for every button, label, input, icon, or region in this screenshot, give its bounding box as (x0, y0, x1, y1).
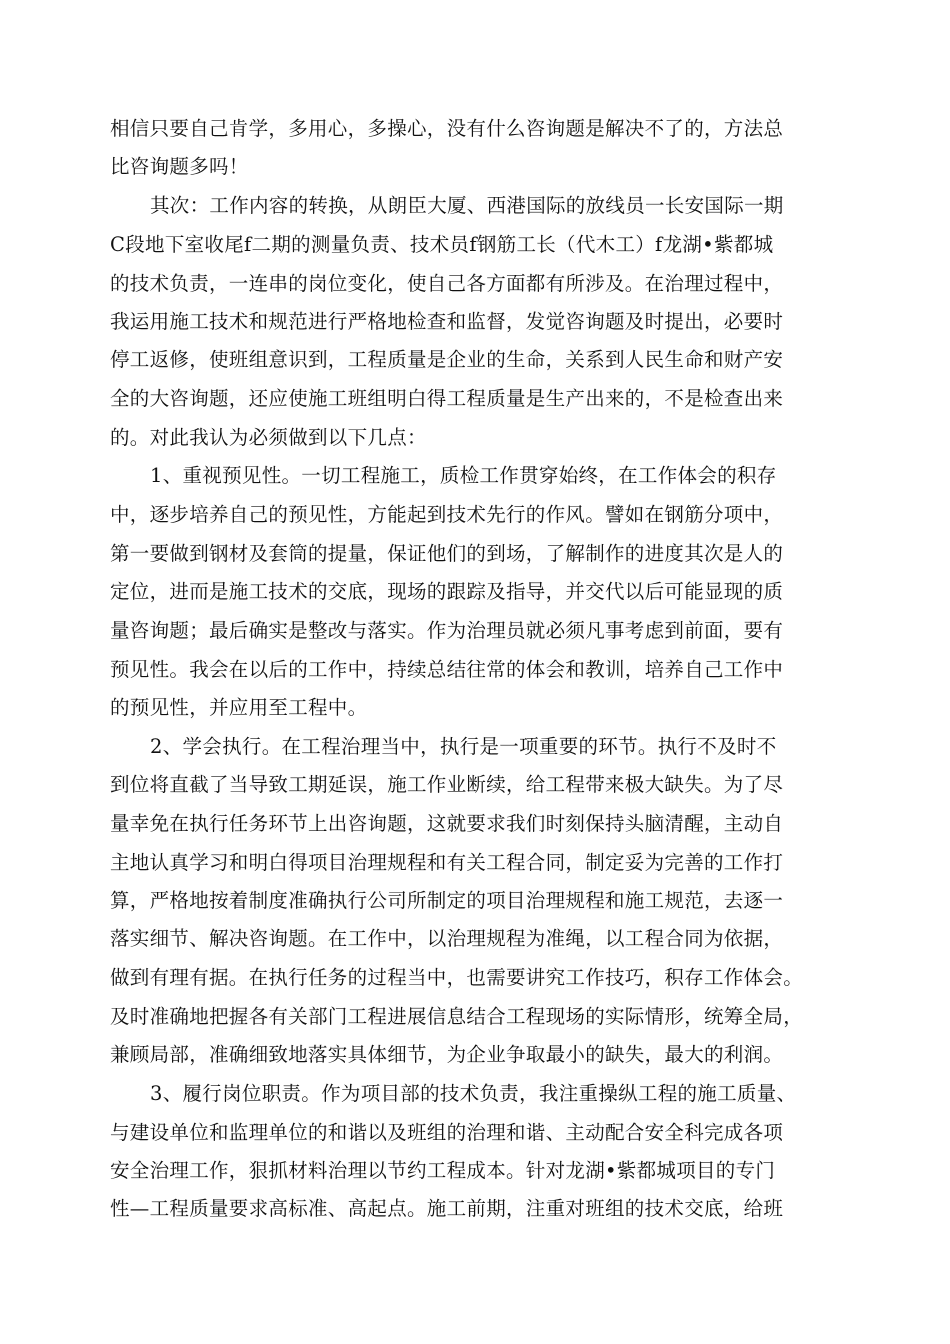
text-line: 的。对此我认为必须做到以下几点： (110, 426, 427, 449)
text-line: 主地认真学习和明白得项目治理规程和有关工程合同，制定妥为完善的工作打 (110, 851, 784, 874)
text-line: 的技术负责，一连串的岗位变化，使自己各方面都有所涉及。在治理过程中， (110, 272, 784, 295)
text-line: 量幸免在执行任务环节上出咨询题，这就要求我们时刻保持头脑清醒，主动自 (110, 812, 784, 835)
text-line: 相信只要自己肯学，多用心，多操心，没有什么咨询题是解决不了的，方法总 (110, 117, 784, 140)
text-line: 预见性。我会在以后的工作中，持续总结往常的体会和教训，培养自己工作中 (110, 658, 784, 681)
text-line: 中，逐步培养自己的预见性，方能起到技术先行的作风。譬如在钢筋分项中， (110, 503, 784, 526)
text-line: 第一要做到钢材及套筒的提量，保证他们的到场，了解制作的进度其次是人的 (110, 542, 784, 565)
text-line: 到位将直截了当导致工期延误，施工作业断续，给工程带来极大缺失。为了尽 (110, 773, 784, 796)
text-line: 及时准确地把握各有关部门工程进展信息结合工程现场的实际情形，统筹全局， (110, 1005, 804, 1028)
paragraph-start-line: 其次：工作内容的转换，从朗臣大厦、西港国际的放线员一长安国际一期 (150, 194, 784, 217)
text-line: 比咨询题多吗！ (110, 155, 249, 178)
text-line: 算，严格地按着制度准确执行公司所制定的项目治理规程和施工规范，去逐一 (110, 889, 784, 912)
text-line: 兼顾局部，准确细致地落实具体细节，为企业争取最小的缺失，最大的利润。 (110, 1043, 784, 1066)
text-line: 停工返修，使班组意识到，工程质量是企业的生命，关系到人民生命和财产安 (110, 348, 784, 371)
text-line: 的预见性，并应用至工程中。 (110, 696, 368, 719)
text-line: 定位，进而是施工技术的交底，现场的跟踪及指导，并交代以后可能显现的质 (110, 580, 784, 603)
paragraph-start-line: 2、学会执行。在工程治理当中，执行是一项重要的环节。执行不及时不 (150, 735, 777, 758)
text-line: 我运用施工技术和规范进行严格地检查和监督，发觉咨询题及时提出，必要时 (110, 310, 784, 333)
text-line: C段地下室收尾f二期的测量负责、技术员f钢筋工长（代木工）f龙湖•紫都城 (110, 233, 774, 256)
text-line: 安全治理工作，狠抓材料治理以节约工程成本。针对龙湖•紫都城项目的专门 (110, 1159, 776, 1182)
text-line: 落实细节、解决咨询题。在工作中，以治理规程为准绳，以工程合同为依据， (110, 927, 784, 950)
paragraph-start-line: 1、重视预见性。一切工程施工，质检工作贯穿始终，在工作体会的积存 (150, 464, 777, 487)
text-line: 与建设单位和监理单位的和谐以及班组的治理和谐、主动配合安全科完成各项 (110, 1121, 784, 1144)
text-line: 全的大咨询题，还应使施工班组明白得工程质量是生产出来的，不是检查出来 (110, 387, 784, 410)
text-line: 性—工程质量要求高标准、高起点。施工前期，注重对班组的技术交底，给班 (110, 1197, 784, 1220)
text-line: 量咨询题；最后确实是整改与落实。作为治理员就必须凡事考虑到前面，要有 (110, 619, 784, 642)
paragraph-start-line: 3、履行岗位职责。作为项目部的技术负责，我注重操纵工程的施工质量、 (150, 1082, 797, 1105)
text-line: 做到有理有据。在执行任务的过程当中，也需要讲究工作技巧，积存工作体会。 (110, 966, 804, 989)
